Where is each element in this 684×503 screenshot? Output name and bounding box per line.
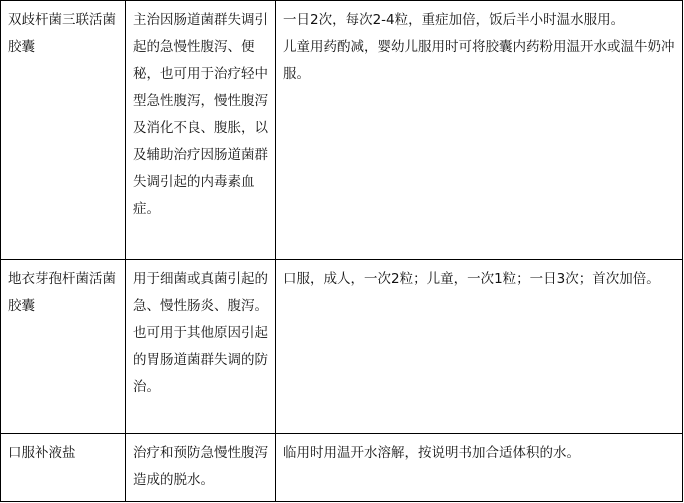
drug-name-cell: 地衣芽孢杆菌活菌胶囊	[1, 260, 126, 434]
usage-text: 一日2次，每次2-4粒，重症加倍，饭后半小时温水服用。	[283, 12, 625, 28]
indication-cell: 用于细菌或真菌引起的急、慢性肠炎、腹泻。也可用于其他原因引起的胃肠道菌群失调的防治。	[126, 260, 276, 434]
usage-extra-text: 儿童用药酌减，婴幼儿服用时可将胶囊内药粉用温开水或温牛奶冲服。	[283, 39, 675, 82]
indication-cell: 治疗和预防急慢性腹泻造成的脱水。	[126, 434, 276, 502]
indication-cell: 主治因肠道菌群失调引起的急慢性腹泻、便秘，也可用于治疗轻中型急性腹泻，慢性腹泻及消化不良、腹胀，以及辅助治疗因肠道菌群失调引起的内毒素血症。	[126, 1, 276, 260]
table-row	[1, 434, 683, 502]
usage-cell	[276, 1, 683, 260]
table-row	[1, 260, 683, 434]
table-row	[1, 1, 683, 260]
usage-cell: 口服，成人，一次2粒；儿童，一次1粒；一日3次；首次加倍。	[276, 260, 683, 434]
usage-cell: 临用时用温开水溶解，按说明书加合适体积的水。	[276, 434, 683, 502]
drug-name-cell: 双歧杆菌三联活菌胶囊	[1, 1, 126, 260]
drug-name-cell: 口服补液盐	[1, 434, 126, 502]
